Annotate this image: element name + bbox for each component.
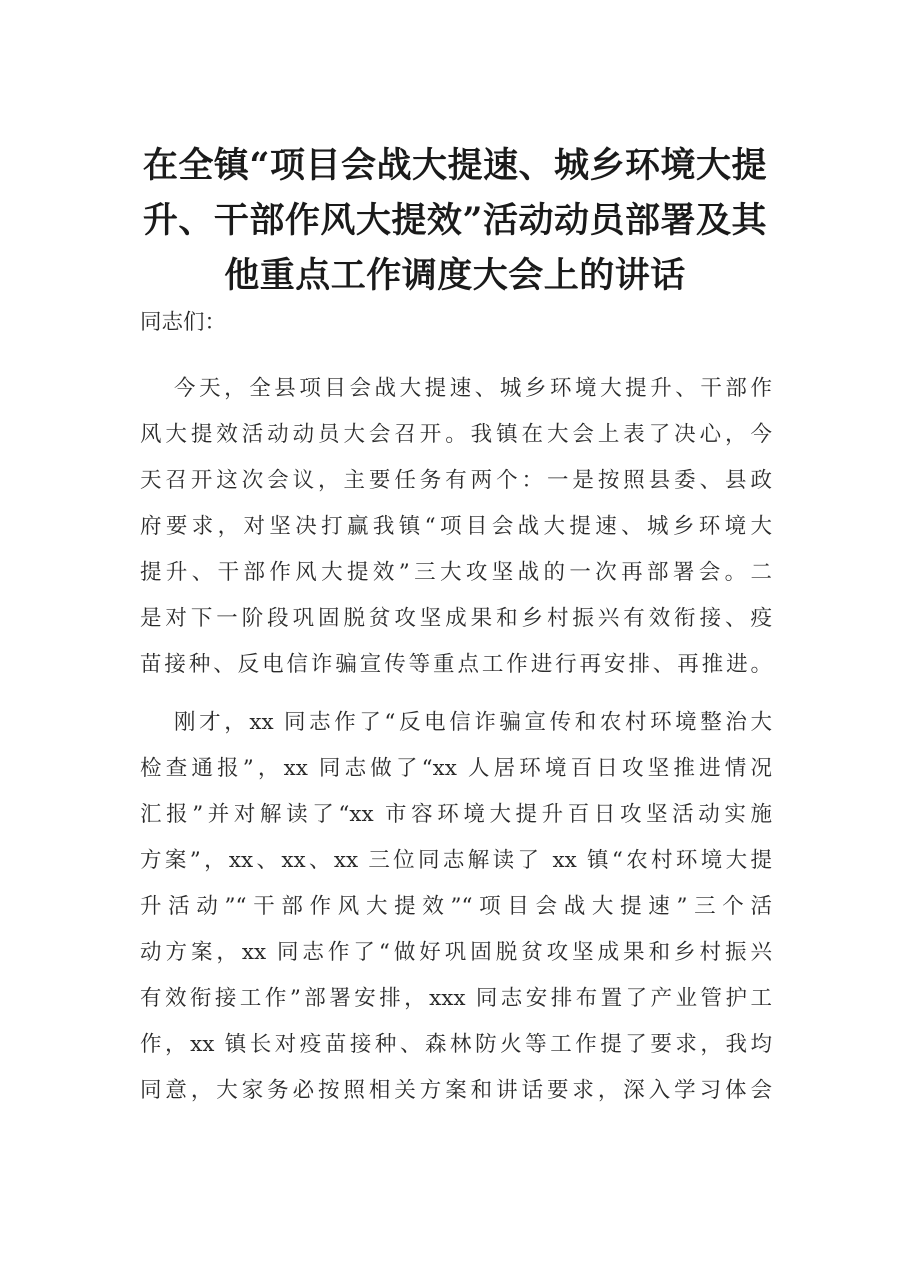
paragraph-line: 动方案，xx 同志作了“做好巩固脱贫攻坚成果和乡村振兴 bbox=[140, 940, 772, 965]
paragraph-line: 检查通报”，xx 同志做了“xx 人居环境百日攻坚推进情况 bbox=[140, 756, 772, 781]
paragraph-line: 府要求，对坚决打赢我镇“项目会战大提速、城乡环境大 bbox=[140, 514, 772, 539]
paragraph-line: 今天，全县项目会战大提速、城乡环境大提升、干部作 bbox=[174, 376, 772, 401]
document-title bbox=[140, 138, 770, 303]
greeting: 同志们： bbox=[140, 310, 227, 335]
paragraph-2 bbox=[140, 700, 772, 1114]
paragraph-line: 作，xx 镇长对疫苗接种、森林防火等工作提了要求，我均 bbox=[140, 1032, 772, 1057]
paragraph-line: 风大提效活动动员大会召开。我镇在大会上表了决心，今 bbox=[140, 422, 772, 447]
paragraph-line: 汇报”并对解读了“xx 市容环境大提升百日攻坚活动实施 bbox=[140, 802, 772, 827]
paragraph-line: 天召开这次会议，主要任务有两个：一是按照县委、县政 bbox=[140, 468, 772, 493]
title-line: 在全镇“项目会战大提速、城乡环境大提 bbox=[142, 145, 768, 186]
paragraph-line: 有效衔接工作”部署安排，xxx 同志安排布置了产业管护工 bbox=[140, 986, 772, 1011]
paragraph-line: 升活动”“干部作风大提效”“项目会战大提速”三个活 bbox=[140, 894, 772, 919]
paragraph-line: 刚才，xx 同志作了“反电信诈骗宣传和农村环境整治大 bbox=[174, 710, 772, 735]
paragraph-line: 方案”，xx、xx、xx 三位同志解读了 xx 镇“农村环境大提 bbox=[140, 848, 772, 873]
title-line: 升、干部作风大提效”活动动员部署及其 bbox=[142, 200, 768, 241]
document-body bbox=[140, 300, 772, 1114]
paragraph-line: 提升、干部作风大提效”三大攻坚战的一次再部署会。二 bbox=[140, 560, 772, 585]
title-line: 他重点工作调度大会上的讲话 bbox=[224, 255, 686, 296]
paragraph-line: 同意，大家务必按照相关方案和讲话要求，深入学习体会 bbox=[140, 1078, 772, 1103]
paragraph-line: 苗接种、反电信诈骗宣传等重点工作进行再安排、再推进。 bbox=[140, 652, 772, 677]
paragraph-1 bbox=[140, 366, 772, 688]
paragraph-line: 是对下一阶段巩固脱贫攻坚成果和乡村振兴有效衔接、疫 bbox=[140, 606, 772, 631]
